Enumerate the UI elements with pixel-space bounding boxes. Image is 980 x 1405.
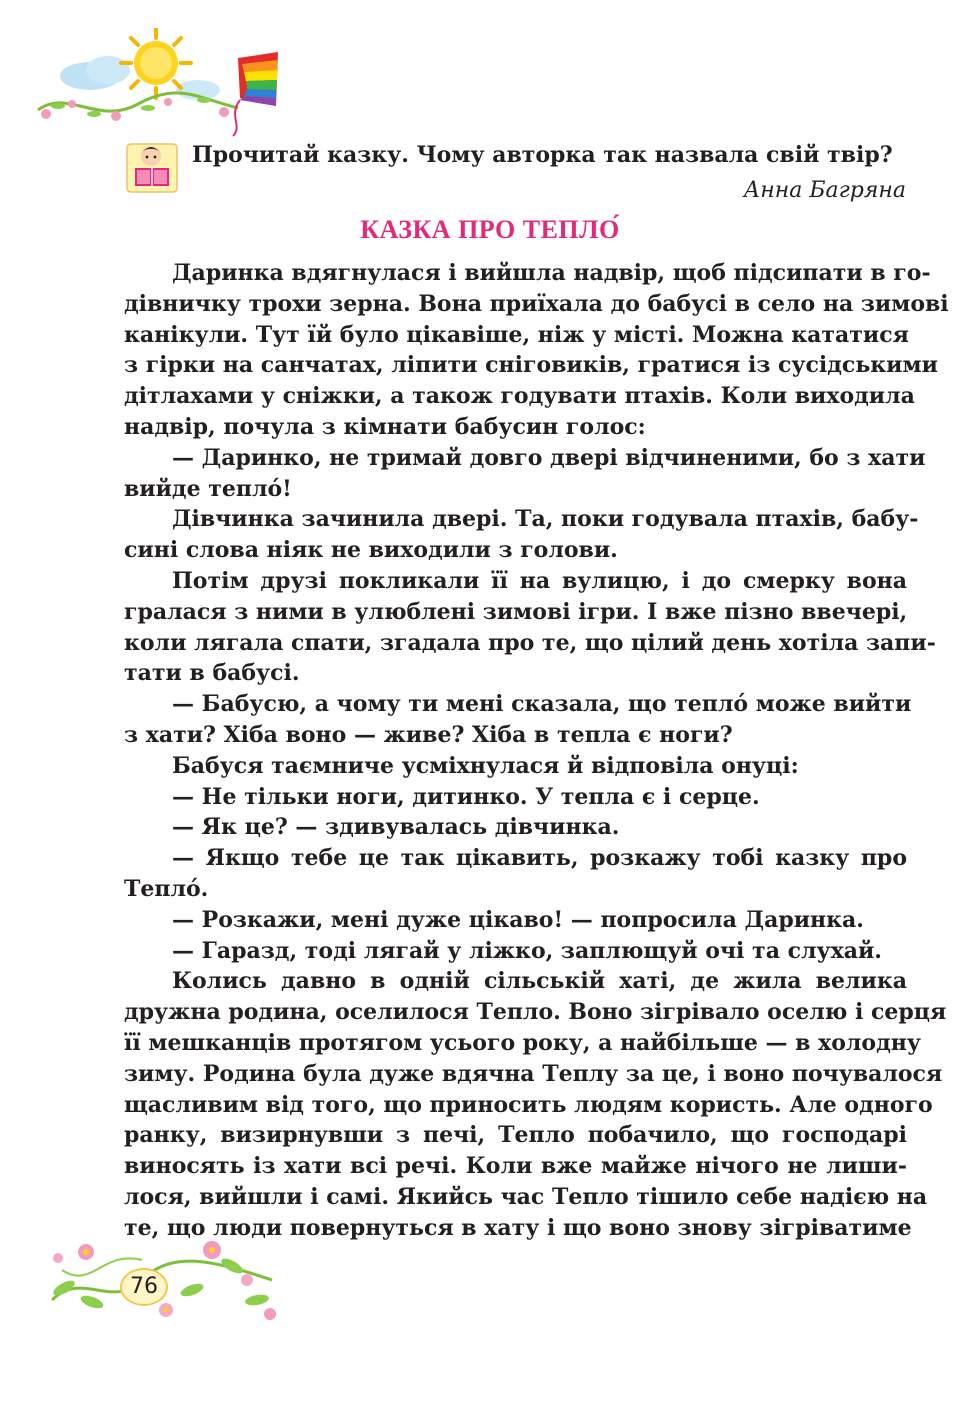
text-line: — Даринко, не тримай довго двері відчиненими, бо з хати [172, 444, 926, 471]
text-line: щасливим від того, що приносить людям користь. Але одного [124, 1091, 933, 1118]
text-line: з гірки на санчатах, ліпити сніговиків, гратися із сусідськими [124, 352, 938, 379]
text-line: — Не тільки ноги, дитинко. У тепла є і серце. [172, 783, 760, 810]
text-line: те, що люди повернуться в хату і що воно знову зігріватиме [124, 1214, 912, 1241]
text-line: — Як це? — здивувалась дівчинка. [172, 814, 620, 841]
text-line: — Розкажи, мені дуже цікаво! — попросила Даринка. [172, 906, 864, 933]
text-line: зиму. Родина була дуже вдячна Теплу за це, і воно почувалося [124, 1060, 943, 1087]
text-line: дітлахами у сніжки, а також годувати птахів. Коли виходила [124, 383, 915, 410]
task-instruction: Прочитай казку. Чому авторка так назвала свій твір? [192, 142, 893, 168]
text-line: Колись давно в одній сільській хаті, де жила велика [172, 968, 907, 995]
text-line: ранку, визирнувши з печі, Тепло побачило, що господарі [124, 1122, 907, 1149]
text-line: тати в бабусі. [124, 660, 300, 687]
reading-child-icon [123, 138, 181, 194]
text-line: канікули. Тут їй було цікавіше, ніж у місті. Можна кататися [124, 321, 909, 348]
text-line: — Якщо тебе це так цікавить, розкажу тобі казку про [172, 845, 907, 872]
text-line: — Гаразд, тоді лягай у ліжко, заплющуй очі та слухай. [172, 937, 882, 964]
author-name: Анна Багряна [743, 178, 906, 203]
text-line: — Бабусю, а чому ти мені сказала, що тепло́ може вийти [172, 691, 912, 718]
text-line: лося, вийшли і самі. Якийсь час Тепло тішило себе надією на [124, 1183, 928, 1210]
text-line: її мешканців протягом усього року, а найбільше — в холодну [124, 1029, 921, 1056]
page-number: 76 [120, 1268, 168, 1306]
rainbow-kite-icon [233, 52, 278, 136]
text-line: коли лягала спати, згадала про те, що цілий день хотіла запи- [124, 629, 936, 656]
text-line: дівничку трохи зерна. Вона приїхала до бабусі в село на зимові [124, 290, 949, 317]
text-line: сині слова ніяк не виходили з голови. [124, 537, 618, 564]
text-line: Дівчинка зачинила двері. Та, поки годувала птахів, бабу- [172, 506, 919, 533]
text-line: гралася з ними в улюблені зимові ігри. І вже пізно ввечері, [124, 598, 908, 625]
sun-icon [121, 28, 191, 98]
text-line: Потім друзі покликали її на вулицю, і до смерку вона [172, 567, 907, 594]
story-text [124, 258, 949, 1244]
text-line: дружна родина, оселилося Тепло. Воно зігрівало оселю і серця [124, 999, 947, 1026]
text-line: вийде тепло́! [124, 475, 292, 502]
text-line: Тепло́. [124, 875, 209, 902]
text-line: з хати? Хіба воно — живе? Хіба в тепла є ноги? [124, 721, 733, 748]
text-line: виносять із хати всі речі. Коли вже майже нічого не лиши- [124, 1153, 907, 1180]
story-title: КАЗКА ПРО ТЕПЛО́ [360, 215, 620, 244]
sun-kite-decoration [28, 28, 288, 138]
text-line: Даринка вдягнулася і вийшла надвір, щоб підсипати в го- [172, 260, 931, 286]
text-line: надвір, почула з кімнати бабусин голос: [124, 413, 646, 440]
text-line: Бабуся таємниче усміхнулася й відповіла онуці: [172, 752, 799, 779]
